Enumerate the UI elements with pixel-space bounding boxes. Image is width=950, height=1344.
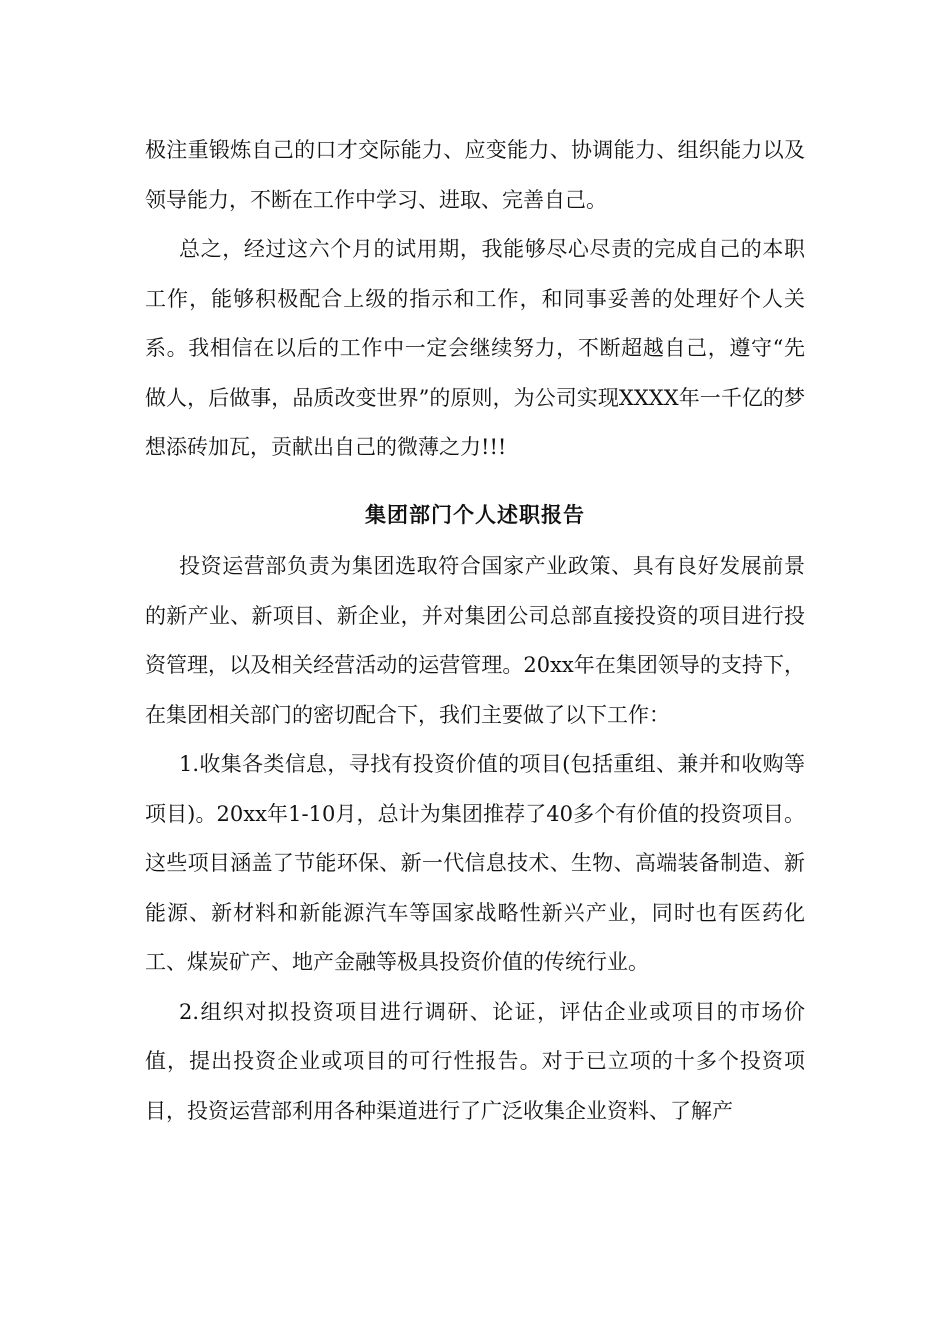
intro-paragraph: 投资运营部负责为集团选取符合国家产业政策、具有良好发展前景的新产业、新项目、新企业，并对集团公司总部直接投资的项目进行投资管理，以及相关经营活动的运营管理。20xx年在集团领导的支持下，在集团相关部门的密切配合下，我们主要做了以下工作： <box>145 554 805 727</box>
continued-paragraph: 极注重锻炼自己的口才交际能力、应变能力、协调能力、组织能力以及领导能力，不断在工作中学习、进取、完善自己。 <box>145 138 805 212</box>
list-item-1: 1.收集各类信息，寻找有投资价值的项目(包括重组、兼并和收购等项目)。20xx年1-10月，总计为集团推荐了40多个有价值的投资项目。这些项目涵盖了节能环保、新一代信息技术、生物、高端装备制造、新能源、新材料和新能源汽车等国家战略性新兴产业，同时也有医药化工、煤炭矿产、地产金融等极具投资价值的传统行业。 <box>145 752 805 974</box>
section-title: 集团部门个人述职报告 <box>365 502 585 527</box>
list-item-2: 2.组织对拟投资项目进行调研、论证，评估企业或项目的市场价值，提出投资企业或项目的可行性报告。对于已立项的十多个投资项目，投资运营部利用各种渠道进行了广泛收集企业资料、了解产 <box>145 999 805 1123</box>
conclusion-paragraph: 总之，经过这六个月的试用期，我能够尽心尽责的完成自己的本职工作，能够积极配合上级的指示和工作，和同事妥善的处理好个人关系。我相信在以后的工作中一定会继续努力，不断超越自己，遵守“先做人，后做事，品质改变世界”的原则，为公司实现XXXX年一千亿的梦想添砖加瓦，贡献出自己的微薄之力!!! <box>145 237 805 459</box>
document-body <box>145 126 805 1136</box>
